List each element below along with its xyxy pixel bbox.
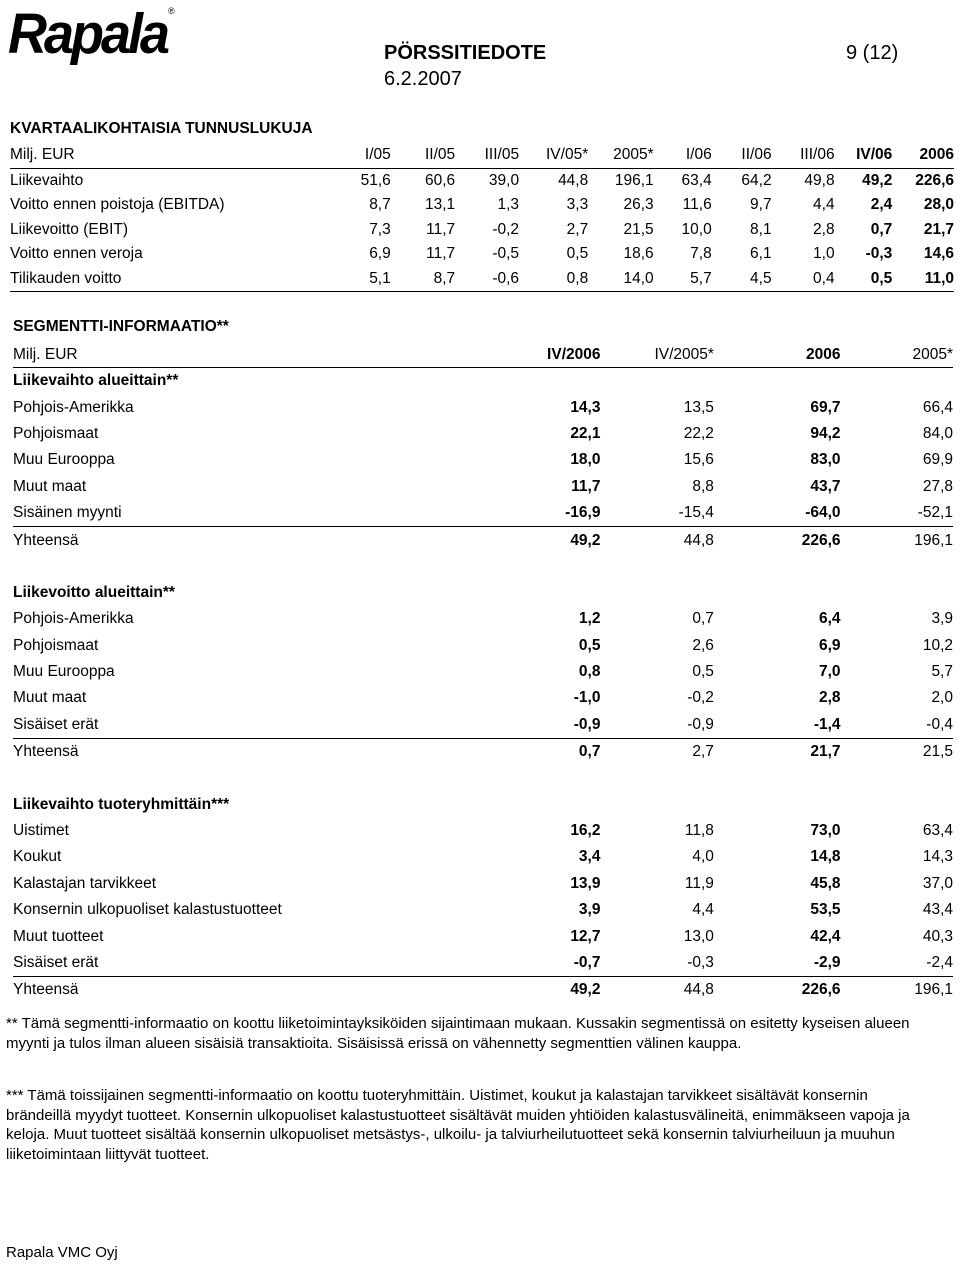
table-row — [10, 267, 954, 292]
segment-heading: SEGMENTTI-INFORMAATIO** — [13, 318, 229, 335]
table-cell: 49,2 — [570, 981, 601, 999]
table-row — [13, 844, 953, 870]
row-label: Sisäiset erät — [13, 950, 474, 977]
table-cell: -0,2 — [687, 689, 714, 707]
column-header: II/06 — [712, 143, 772, 168]
table-cell: 1,0 — [813, 245, 835, 263]
logo-wordmark: Rapala — [8, 2, 168, 66]
table-cell: -0,2 — [492, 220, 520, 238]
table-cell: -0,7 — [474, 950, 601, 977]
table-cell: 2,7 — [566, 220, 589, 238]
table-cell: 22,1 — [570, 424, 601, 442]
table-row — [10, 218, 954, 243]
table-cell: 18,6 — [623, 245, 654, 263]
total-row — [13, 527, 953, 554]
footer-company: Rapala VMC Oyj — [6, 1244, 118, 1261]
column-header: 2005* — [841, 343, 953, 368]
table-row — [13, 950, 953, 977]
total-row — [13, 977, 953, 1004]
table-cell: 1,3 — [497, 196, 520, 214]
table-header-row — [10, 143, 954, 168]
table-row — [10, 193, 954, 218]
group-title-row — [13, 791, 953, 817]
table-row — [10, 168, 954, 193]
table-cell: 0,7 — [578, 743, 601, 761]
table-row — [13, 923, 953, 949]
table-cell: 0,7 — [692, 610, 714, 628]
column-header: IV/2006 — [474, 343, 601, 368]
table-cell: 49,2 — [570, 531, 601, 549]
document-title: PÖRSSITIEDOTE — [384, 42, 547, 64]
registered-mark: ® — [168, 6, 175, 16]
group-title-row — [13, 580, 953, 606]
table-row — [13, 500, 953, 527]
row-label: Koukut — [13, 848, 62, 866]
table-cell: 3,3 — [566, 196, 589, 214]
table-cell: 5,7 — [654, 267, 712, 292]
table-row — [13, 474, 953, 500]
table-cell: 27,8 — [922, 477, 953, 495]
table-cell: 0,7 — [870, 220, 893, 238]
row-label: Muut maat — [13, 477, 87, 495]
table-cell: 9,7 — [750, 196, 772, 214]
table-cell: -52,1 — [841, 500, 953, 527]
table-cell: 3,4 — [578, 848, 601, 866]
group-title: Liikevaihto tuoteryhmittäin*** — [13, 795, 230, 813]
footnote-products: *** Tämä toissijainen segmentti-informaatio on koottu tuoteryhmittäin. Uistimet, koukut ja kalastajan tarvikkeet sisältävät konsernin brändeillä myydyt tuotteet. Konsernin ulkopuoliset kalastustuotteet sisältävät muiden yhtiöiden kalastusvälineitä, enimmäkseen vapoja ja keloja. Muut tuotteet sisältää konsernin ulkopuoliset metsästys-, ulkoilu- ja talviurheilutuotteet sekä konsernin talviurheiluun ja muuhun liiketoimintaan liittyvät tuotteet. — [6, 1087, 910, 1163]
table-cell: 94,2 — [810, 424, 841, 442]
table-cell: -2,4 — [841, 950, 953, 977]
table-cell: 14,8 — [810, 848, 841, 866]
table-cell: 13,9 — [570, 874, 601, 892]
table-cell: 51,6 — [360, 171, 391, 189]
row-label: Pohjoismaat — [13, 424, 99, 442]
table-cell: 226,6 — [801, 981, 841, 999]
column-header: 2006 — [714, 343, 841, 368]
row-label: Muut maat — [13, 689, 87, 707]
table-cell: 26,3 — [623, 196, 654, 214]
table-cell: -64,0 — [714, 500, 841, 527]
row-label: Kalastajan tarvikkeet — [13, 874, 157, 892]
table-cell: 63,4 — [922, 822, 953, 840]
table-row — [13, 685, 953, 711]
row-label: Voitto ennen poistoja (EBITDA) — [10, 196, 225, 214]
table-cell: 2,6 — [692, 636, 714, 654]
table-row — [13, 606, 953, 632]
table-cell: 4,4 — [692, 901, 714, 919]
table-cell: 11,7 — [571, 477, 601, 495]
table-cell: 37,0 — [922, 874, 953, 892]
table-cell: 5,7 — [931, 663, 953, 681]
page-number: 9 (12) — [846, 42, 899, 64]
table-cell: 0,5 — [692, 663, 714, 681]
table-cell: 196,1 — [614, 171, 654, 189]
row-label: Pohjoismaat — [13, 636, 99, 654]
row-label: Liikevaihto — [10, 171, 84, 189]
segment-table — [13, 343, 953, 1004]
table-cell: -0,6 — [455, 267, 519, 292]
spacer-cell — [13, 554, 953, 580]
column-header: III/05 — [455, 143, 519, 168]
table-row — [13, 394, 953, 420]
column-header: Milj. EUR — [10, 143, 325, 168]
table-cell: 2,7 — [692, 743, 714, 761]
table-cell: 11,7 — [426, 245, 456, 263]
table-cell: 43,4 — [922, 901, 953, 919]
spacer-cell — [13, 765, 953, 791]
row-label: Muu Eurooppa — [13, 451, 115, 469]
table-cell: 10,0 — [681, 220, 712, 238]
table-cell: 44,8 — [558, 171, 589, 189]
table-cell: -1,4 — [714, 712, 841, 739]
group-title: Liikevaihto alueittain** — [13, 372, 179, 390]
table-cell: 14,3 — [922, 848, 953, 866]
group-title: Liikevoitto alueittain** — [13, 583, 175, 601]
table-cell: 40,3 — [922, 927, 953, 945]
footnote-regions: ** Tämä segmentti-informaatio on koottu liiketoimintayksiköiden sijaintimaan mukaan. Kussakin segmentissä on esitetty kyseisen alueen myynti ja tulos ilman alueen sisäisiä transaktioita. Sisäisissä erissä on vähennetty segmenttien välinen kauppa. — [6, 1015, 910, 1052]
column-header: I/06 — [654, 143, 712, 168]
table-cell: 1,2 — [578, 610, 601, 628]
row-label: Yhteensä — [13, 531, 79, 549]
table-cell: 226,6 — [801, 531, 841, 549]
table-row — [13, 633, 953, 659]
table-cell: 39,0 — [488, 171, 520, 189]
table-cell: 8,7 — [391, 267, 455, 292]
table-cell: 0,5 — [566, 245, 589, 263]
table-cell: 0,5 — [578, 636, 601, 654]
row-label: Konsernin ulkopuoliset kalastustuotteet — [13, 901, 282, 919]
table-cell: 49,8 — [804, 171, 835, 189]
table-cell: 22,2 — [683, 424, 714, 442]
table-cell: -15,4 — [600, 500, 713, 527]
row-label: Liikevoitto (EBIT) — [10, 220, 129, 238]
table-cell: -0,9 — [474, 712, 601, 739]
table-row — [13, 447, 953, 473]
table-cell: 13,0 — [683, 927, 714, 945]
table-cell: 11,8 — [684, 822, 714, 840]
table-cell: 3,9 — [931, 610, 953, 628]
table-cell: 11,6 — [682, 196, 712, 214]
table-cell: -2,9 — [714, 950, 841, 977]
column-header: IV/06 — [835, 143, 893, 168]
spacer-row — [13, 554, 953, 580]
table-cell: 43,7 — [810, 477, 841, 495]
column-header: 2006 — [892, 143, 954, 168]
table-cell: 14,3 — [570, 398, 601, 416]
table-cell: 64,2 — [741, 171, 772, 189]
table-cell: 7,8 — [690, 245, 712, 263]
table-cell: 8,1 — [750, 220, 772, 238]
table-cell: 44,8 — [683, 531, 714, 549]
table-cell: 2,0 — [931, 689, 953, 707]
table-row — [13, 421, 953, 447]
table-cell: 8,7 — [369, 196, 391, 214]
table-cell: 28,0 — [923, 196, 954, 214]
table-cell: 7,0 — [818, 663, 841, 681]
table-cell: 69,7 — [810, 398, 841, 416]
table-cell: 11,0 — [892, 267, 954, 292]
column-header: IV/05* — [519, 143, 588, 168]
table-cell: 49,2 — [862, 171, 893, 189]
table-cell: 6,4 — [818, 610, 841, 628]
quarterly-heading: KVARTAALIKOHTAISIA TUNNUSLUKUJA — [10, 120, 313, 137]
table-cell: 14,0 — [588, 267, 653, 292]
column-header: II/05 — [391, 143, 455, 168]
table-cell: 0,8 — [519, 267, 588, 292]
table-cell: 0,8 — [578, 663, 601, 681]
table-cell: 2,8 — [813, 220, 835, 238]
table-cell: 21,5 — [922, 743, 953, 761]
table-cell: 6,9 — [818, 636, 841, 654]
row-label: Tilikauden voitto — [10, 267, 325, 292]
row-label: Sisäinen myynti — [13, 500, 474, 527]
table-cell: 13,5 — [683, 398, 714, 416]
table-row — [13, 818, 953, 844]
rapala-logo — [8, 4, 174, 64]
row-label: Yhteensä — [13, 981, 79, 999]
row-label: Muu Eurooppa — [13, 663, 115, 681]
table-cell: 45,8 — [810, 874, 841, 892]
column-header: 2005* — [588, 143, 653, 168]
row-label: Pohjois-Amerikka — [13, 398, 134, 416]
row-label: Pohjois-Amerikka — [13, 610, 134, 628]
row-label: Sisäiset erät — [13, 712, 474, 739]
table-cell: 21,7 — [810, 743, 841, 761]
table-cell: -0,5 — [492, 245, 520, 263]
table-cell: 196,1 — [914, 531, 953, 549]
table-cell: 14,6 — [923, 245, 954, 263]
row-label: Voitto ennen veroja — [10, 245, 143, 263]
table-cell: 60,6 — [424, 171, 456, 189]
row-label: Yhteensä — [13, 743, 79, 761]
table-cell: 12,7 — [570, 927, 601, 945]
table-cell: 7,3 — [369, 220, 391, 238]
table-row — [13, 897, 953, 923]
table-cell: 18,0 — [570, 451, 601, 469]
table-cell: 53,5 — [810, 901, 841, 919]
total-row — [13, 739, 953, 766]
table-cell: 15,6 — [683, 451, 714, 469]
table-row — [13, 712, 953, 739]
table-cell: 10,2 — [922, 636, 953, 654]
table-cell: 69,9 — [922, 451, 953, 469]
table-cell: 13,1 — [424, 196, 456, 214]
table-cell: 226,6 — [915, 171, 954, 189]
table-cell: 11,7 — [426, 220, 456, 238]
table-header-row — [13, 343, 953, 368]
row-label: Muut tuotteet — [13, 927, 104, 945]
table-cell: 196,1 — [914, 981, 953, 999]
table-cell: 6,9 — [369, 245, 391, 263]
table-cell: -1,0 — [573, 689, 601, 707]
table-cell: 6,1 — [750, 245, 772, 263]
group-title-row — [13, 368, 953, 395]
table-cell: 11,9 — [684, 874, 714, 892]
table-cell: 21,5 — [623, 220, 654, 238]
table-cell: -0,4 — [841, 712, 953, 739]
table-cell: -16,9 — [474, 500, 601, 527]
table-cell: 83,0 — [810, 451, 841, 469]
table-cell: 84,0 — [922, 424, 953, 442]
table-cell: 16,2 — [570, 822, 601, 840]
table-cell: 4,4 — [813, 196, 835, 214]
table-cell: 8,8 — [692, 477, 714, 495]
quarterly-table — [10, 143, 954, 292]
document-date: 6.2.2007 — [384, 68, 462, 90]
table-row — [10, 242, 954, 267]
table-cell: 21,7 — [923, 220, 954, 238]
table-cell: 5,1 — [325, 267, 391, 292]
table-cell: 73,0 — [810, 822, 841, 840]
table-cell: 0,4 — [772, 267, 835, 292]
table-row — [13, 871, 953, 897]
table-cell: 2,4 — [870, 196, 893, 214]
table-cell: 2,8 — [818, 689, 841, 707]
table-cell: 0,5 — [835, 267, 893, 292]
column-header: I/05 — [325, 143, 391, 168]
table-cell: 63,4 — [681, 171, 712, 189]
table-cell: -0,3 — [600, 950, 713, 977]
table-cell: -0,3 — [865, 245, 893, 263]
table-cell: 66,4 — [922, 398, 953, 416]
table-cell: 3,9 — [578, 901, 601, 919]
column-header: IV/2005* — [600, 343, 713, 368]
table-cell: 42,4 — [810, 927, 841, 945]
table-row — [13, 659, 953, 685]
table-cell: 4,5 — [712, 267, 772, 292]
spacer-row — [13, 765, 953, 791]
column-header: III/06 — [772, 143, 835, 168]
column-header: Milj. EUR — [13, 343, 474, 368]
table-cell: 4,0 — [692, 848, 714, 866]
row-label: Uistimet — [13, 822, 69, 840]
table-cell: 44,8 — [683, 981, 714, 999]
table-cell: -0,9 — [600, 712, 713, 739]
